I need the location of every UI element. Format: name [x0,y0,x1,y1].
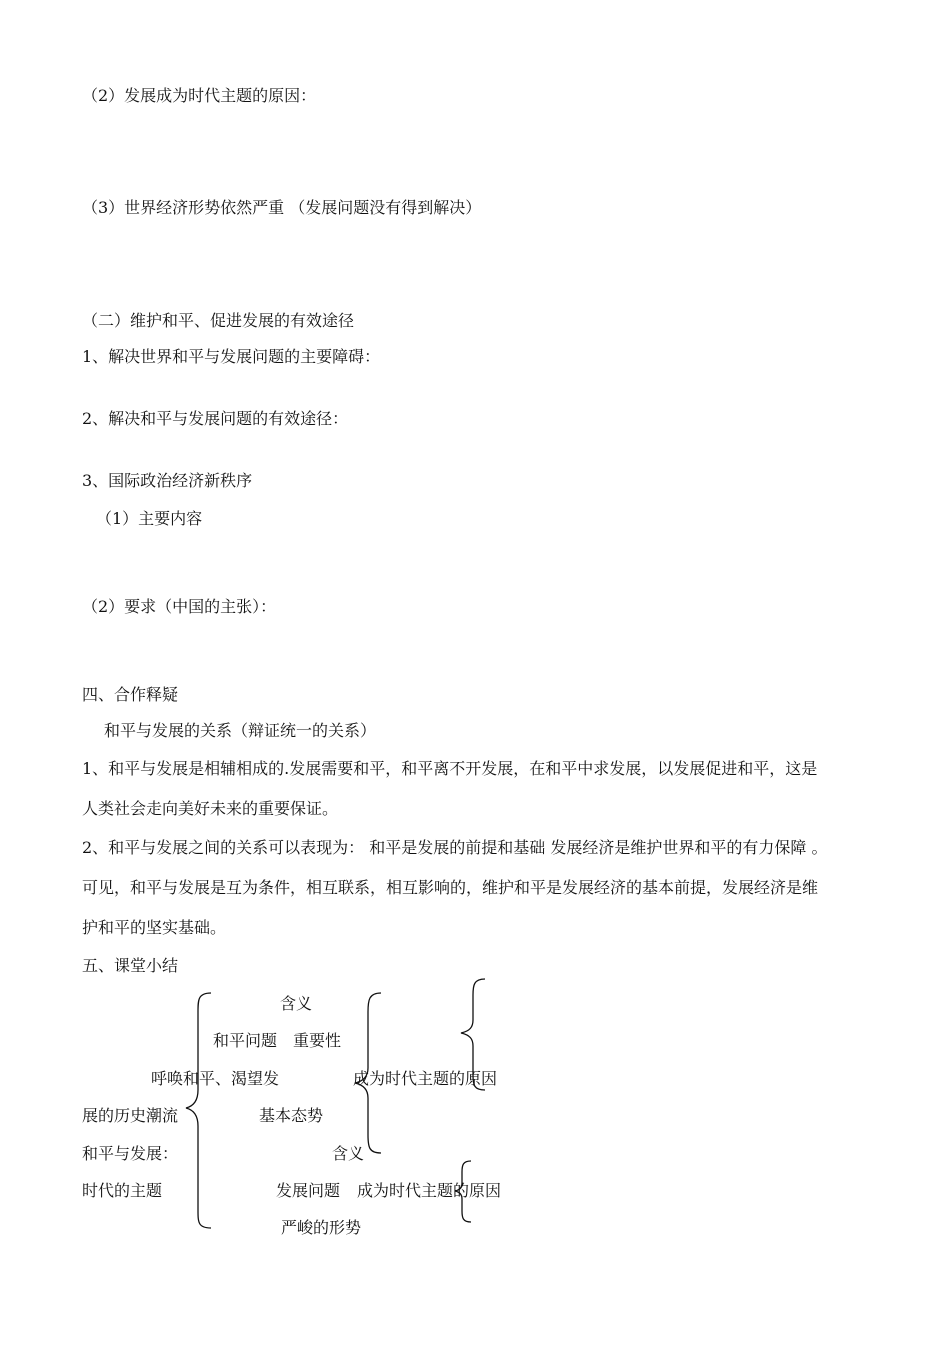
diagram-importance: 重要性 [293,1031,342,1050]
item-new-order: 3、国际政治经济新秩序 [82,471,253,490]
sub-main-content: （1）主要内容 [96,509,203,528]
diagram-reason-2: 成为时代主题的原因 [357,1181,502,1200]
diagram-call: 呼唤和平、渴望发 [151,1069,280,1088]
right-brace-top [461,979,485,1090]
diagram-basic-situation: 基本态势 [259,1106,324,1125]
heading-cooperation: 四、合作释疑 [82,685,179,704]
diagram-hanyi-2: 含义 [332,1144,365,1163]
diagram-peace-development: 和平与发展： [82,1144,179,1163]
paragraph-1-line1: 1、和平与发展是相辅相成的.发展需要和平，和平离不开发展，在和平中求发展，以发展促进和平，这是 [82,759,818,778]
big-left-brace [186,993,211,1228]
item-effective-approach: 2、解决和平与发展问题的有效途径： [82,409,349,428]
diagram-development-problem: 发展问题 [276,1181,341,1200]
paragraph-2-line1: 2、和平与发展之间的关系可以表现为： 和平是发展的前提和基础 发展经济是维护世界和平的有力保障 。 [82,838,828,857]
diagram-era-theme: 时代的主题 [82,1181,163,1200]
sub-requirements: （2）要求（中国的主张）： [82,597,277,616]
diagram-peace-problem: 和平问题 [213,1031,278,1050]
heading-summary: 五、课堂小结 [82,956,179,975]
section-world-economy: （3）世界经济形势依然严重 （发展问题没有得到解决） [82,198,482,217]
item-main-obstacle: 1、解决世界和平与发展问题的主要障碍： [82,347,381,366]
diagram-trend: 展的历史潮流 [82,1106,179,1125]
paragraph-2-line2: 可见，和平与发展是互为条件，相互联系，相互影响的，维护和平是发展经济的基本前提，发展经济是维 [82,878,819,897]
paragraph-2-line3: 护和平的坚实基础。 [82,918,227,937]
paragraph-1-line2: 人类社会走向美好未来的重要保证。 [82,799,339,818]
middle-brace [355,993,381,1153]
section-reason-development: （2）发展成为时代主题的原因： [82,86,317,105]
relation-title: 和平与发展的关系（辩证统一的关系） [104,721,377,740]
diagram-hanyi-1: 含义 [280,994,313,1013]
diagram-severe-situation: 严峻的形势 [281,1218,362,1237]
right-brace-bottom [455,1161,471,1222]
heading-effective-ways: （二）维护和平、促进发展的有效途径 [82,311,355,330]
diagram-reason-1: 成为时代主题的原因 [353,1069,498,1088]
